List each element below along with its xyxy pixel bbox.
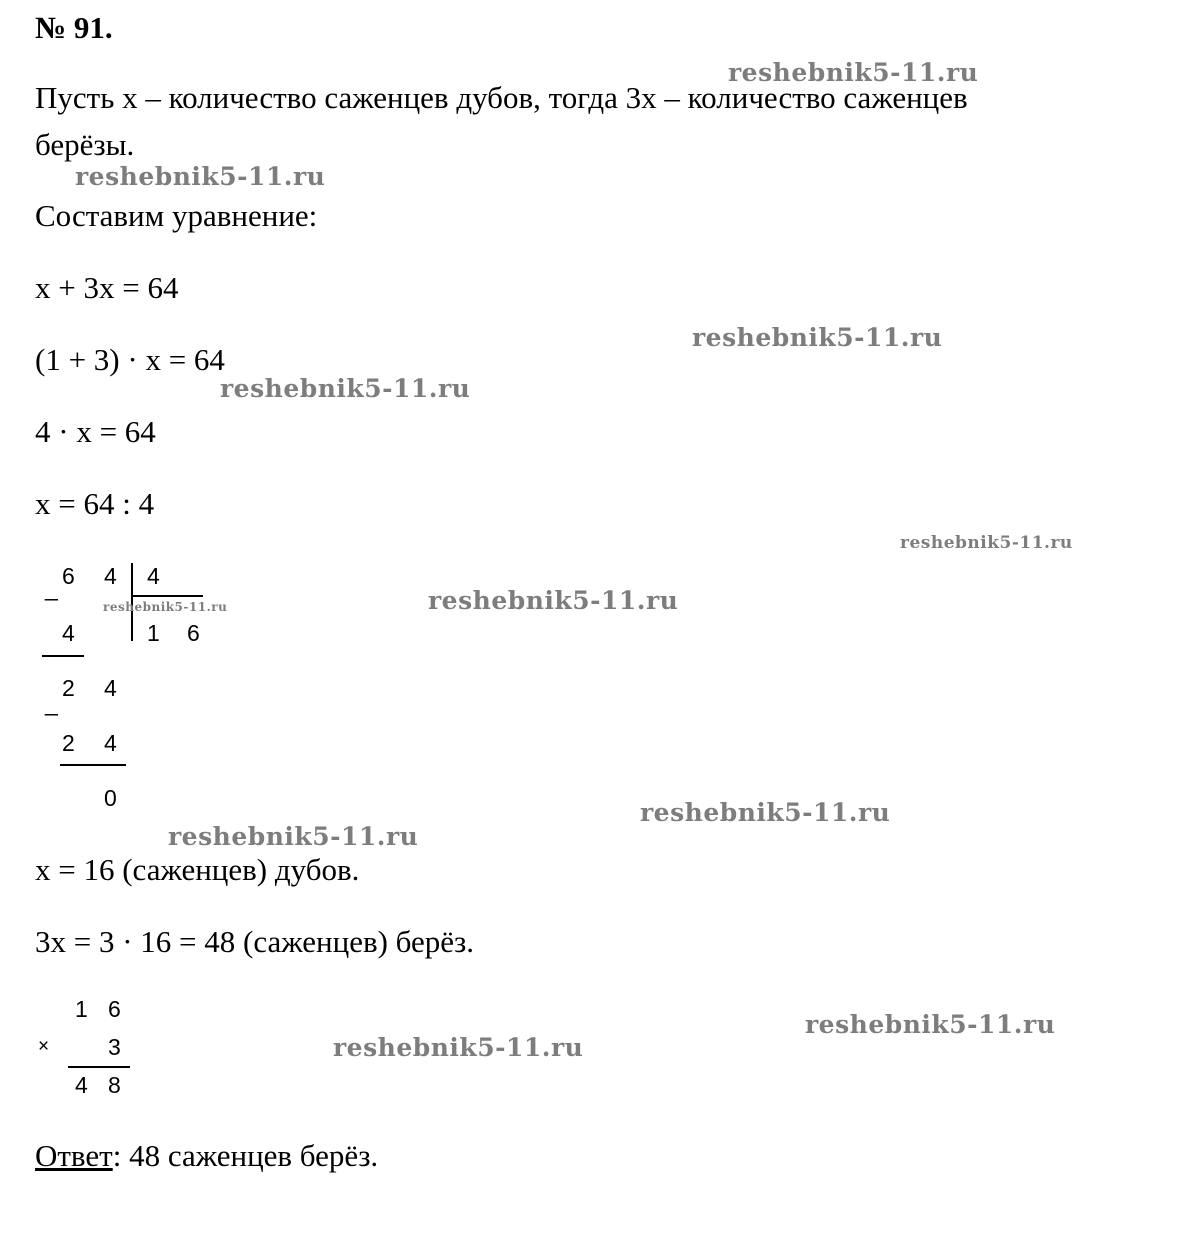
divisor-underline: [131, 595, 203, 597]
subtrahend-2-digit-2: 4: [104, 730, 117, 756]
remainder-digit-1: 2: [62, 675, 75, 701]
multiply-sign: ×: [38, 1036, 50, 1057]
watermark: reshebnik5-11.ru: [168, 822, 419, 851]
division-line-2: [60, 764, 126, 766]
watermark: reshebnik5-11.ru: [805, 1010, 1056, 1039]
dividend-digit-2: 4: [104, 563, 117, 589]
mult-result-digit-1: 4: [75, 1072, 88, 1098]
text-line-compose: Составим уравнение:: [35, 198, 318, 233]
answer-line: [35, 1138, 378, 1174]
division-line-1: [42, 655, 84, 657]
mult-top-digit-1: 1: [75, 996, 88, 1022]
watermark: reshebnik5-11.ru: [333, 1033, 584, 1062]
remainder-digit-2: 4: [104, 675, 117, 701]
watermark: reshebnik5-11.ru: [103, 600, 228, 614]
result-birches: 3x = 3 · 16 = 48 (саженцев) берёз.: [35, 924, 475, 959]
watermark: reshebnik5-11.ru: [692, 323, 943, 352]
subtrahend-2-digit-1: 2: [62, 730, 75, 756]
quotient-digit-1: 1: [147, 620, 160, 646]
divisor: 4: [147, 563, 160, 589]
equation-2: (1 + 3) · x = 64: [35, 342, 225, 377]
text-line-intro-2: берёзы.: [35, 127, 135, 162]
result-oaks: x = 16 (саженцев) дубов.: [35, 852, 360, 887]
watermark: reshebnik5-11.ru: [728, 58, 979, 87]
mult-factor: 3: [108, 1034, 121, 1060]
watermark: reshebnik5-11.ru: [75, 162, 326, 191]
division-minus-2: _: [45, 690, 58, 716]
watermark: reshebnik5-11.ru: [220, 374, 471, 403]
division-final-remainder: 0: [104, 785, 117, 811]
mult-top-digit-2: 6: [108, 996, 121, 1022]
watermark: reshebnik5-11.ru: [428, 586, 679, 615]
problem-number: № 91.: [35, 10, 113, 45]
equation-1: x + 3x = 64: [35, 270, 179, 305]
dividend-digit-1: 6: [62, 563, 75, 589]
equation-4: x = 64 : 4: [35, 486, 155, 521]
answer-text: : 48 саженцев берёз.: [112, 1138, 379, 1173]
multiplication-line: [68, 1066, 130, 1068]
quotient-digit-2: 6: [187, 620, 200, 646]
answer-label: Ответ: [35, 1138, 113, 1173]
watermark: reshebnik5-11.ru: [640, 798, 891, 827]
text-line-intro-1: Пусть x – количество саженцев дубов, тогда 3x – количество саженцев: [35, 80, 968, 115]
watermark: reshebnik5-11.ru: [900, 533, 1073, 553]
equation-3: 4 · x = 64: [35, 414, 156, 449]
division-minus-1: _: [45, 575, 58, 601]
mult-result-digit-2: 8: [108, 1072, 121, 1098]
subtrahend-1: 4: [62, 620, 75, 646]
